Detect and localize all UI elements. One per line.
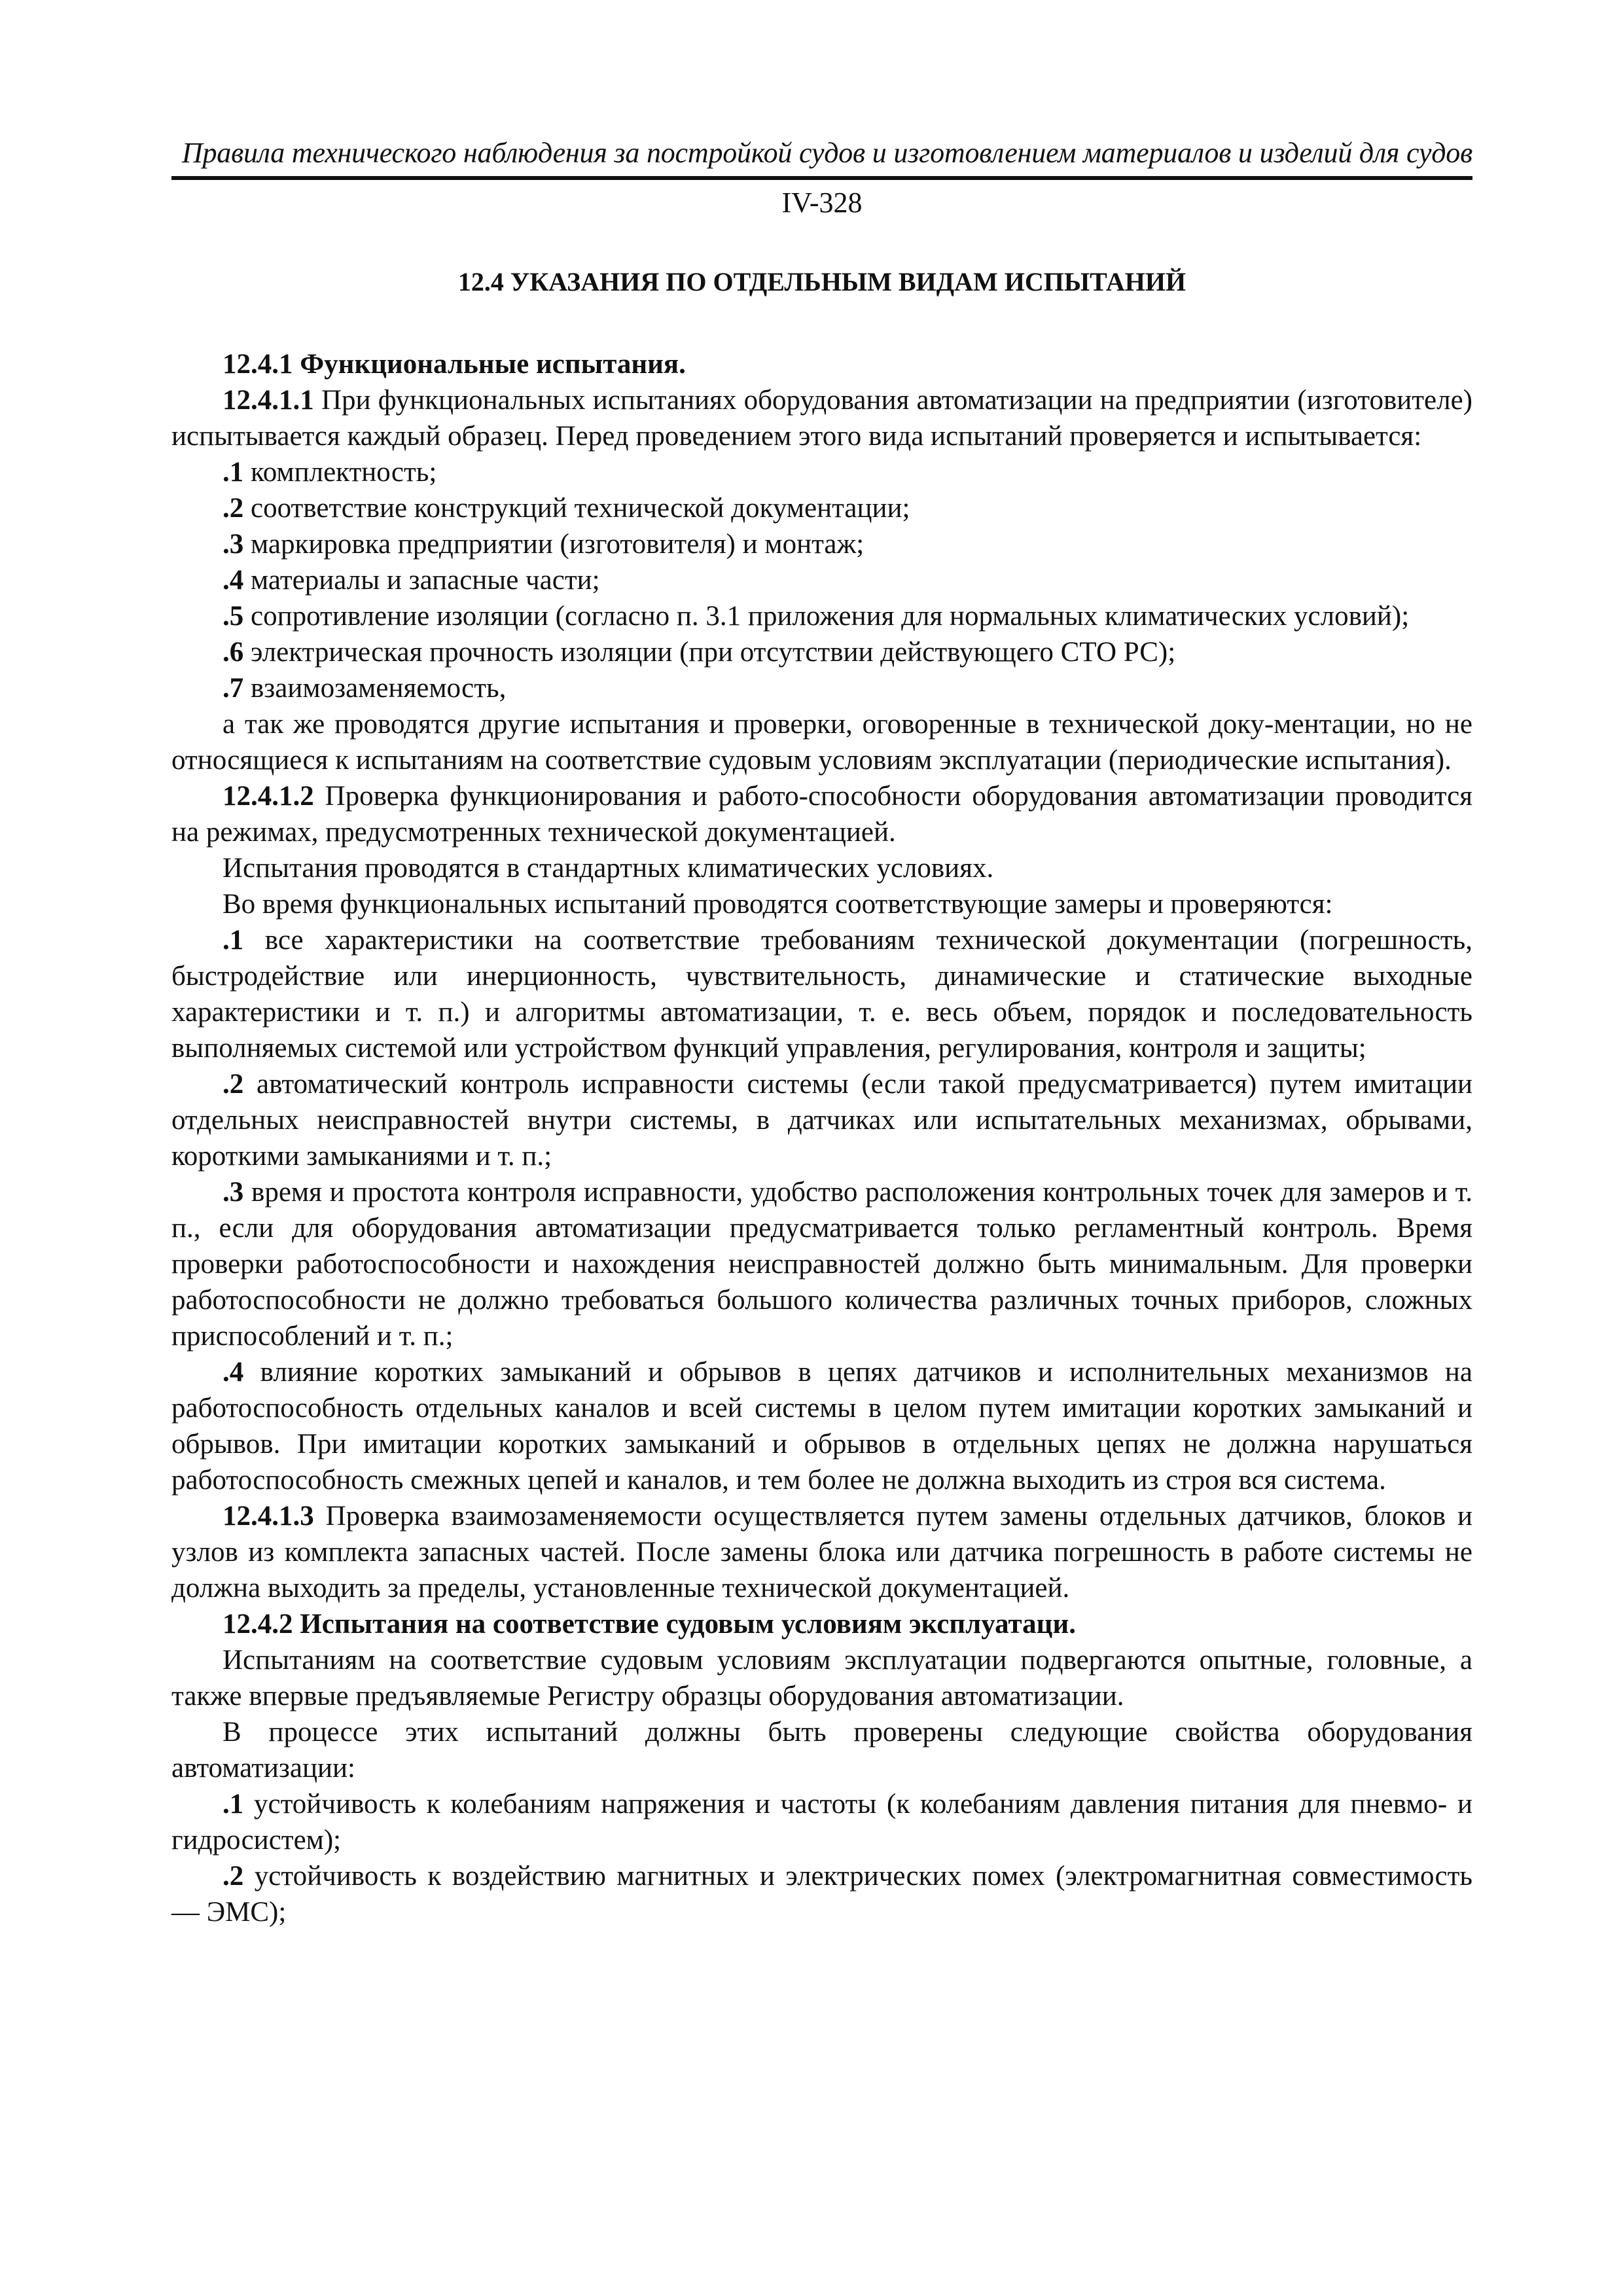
item-number: .4	[223, 1357, 244, 1388]
paragraph	[171, 346, 1472, 382]
paragraph-text: Во время функциональных испытаний проводятся соответствующие замеры и проверяются:	[223, 889, 1333, 920]
paragraph-text: Испытаниям на соответствие судовым условиям эксплуатации подвергаются опытные, головные, а также впервые предъявляемые Регистру образцы оборудования автоматизации.	[171, 1645, 1472, 1712]
body-text	[171, 346, 1472, 1930]
item-text: сопротивление изоляции (согласно п. 3.1 приложения для нормальных климатических условий);	[243, 601, 1410, 632]
item-number: .2	[223, 1069, 244, 1100]
item-text: устойчивость к колебаниям напряжения и частоты (к колебаниям давления питания для пневмо- и гидросистем);	[171, 1789, 1472, 1856]
item-number: .6	[223, 637, 244, 668]
item-text: автоматический контроль исправности системы (если такой предусматривается) путем имитации отдельных неисправностей внутри системы, в датчиках или испытательных механизмах, обрывами, короткими замыканиями и т. п.;	[171, 1069, 1472, 1172]
paragraph-number: 12.4.1.1	[223, 385, 314, 416]
paragraph-text: При функциональных испытаниях оборудования автоматизации на предприятии (изготовителе) испытывается каждый образец. Перед проведением этого вида испытаний проверяется и испытывается:	[171, 385, 1472, 452]
item-text: взаимозаменяемость,	[243, 673, 507, 704]
list-item	[171, 490, 1472, 526]
paragraph-number: 12.4.1.2	[223, 781, 314, 812]
list-item	[171, 922, 1472, 1066]
item-text: все характеристики на соответствие требованиям технической документации (погрешность, быстродействие или инерционность, чувствительность, динамические и статические выходные характеристики и т. п.) и алгоритмы автоматизации, т. е. весь объем, порядок и последовательность выполняемых системой или устройством функций управления, регулирования, контроля и защиты;	[171, 925, 1472, 1064]
item-text: влияние коротких замыканий и обрывов в цепях датчиков и исполнительных механизмов на работоспособность отдельных каналов и всей системы в целом путем имитации коротких замыканий и обрывов. При имитации коротких замыканий и обрывов в отдельных цепях не должна нарушаться работоспособность смежных цепей и каналов, и тем более не должна выходить из строя вся система.	[171, 1357, 1472, 1496]
list-item	[171, 1858, 1472, 1930]
item-number: .2	[223, 1861, 244, 1892]
list-item	[171, 598, 1472, 634]
item-number: .1	[223, 1789, 244, 1820]
item-text: электрическая прочность изоляции (при отсутствии действующего СТО РС);	[243, 637, 1176, 668]
paragraph-text: Проверка взаимозаменяемости осуществляется путем замены отдельных датчиков, блоков и узлов из комплекта запасных частей. После замены блока или датчика погрешность в работе системы не должна выходить за пределы, установленные технической документацией.	[171, 1501, 1472, 1604]
paragraph-text: Проверка функционирования и работо-способности оборудования автоматизации проводится на режимах, предусмотренных технической документацией.	[171, 781, 1472, 848]
item-text: соответствие конструкций технической документации;	[243, 493, 910, 524]
item-number: .5	[223, 601, 244, 632]
paragraph	[171, 1642, 1472, 1714]
list-item	[171, 526, 1472, 562]
list-item	[171, 634, 1472, 670]
paragraph-number: 12.4.2 Испытания на соответствие судовым условиям эксплуатаци.	[223, 1609, 1076, 1640]
item-text: маркировка предприятии (изготовителя) и монтаж;	[243, 529, 865, 560]
item-number: .7	[223, 673, 244, 704]
paragraph-text: Испытания проводятся в стандартных климатических условиях.	[223, 853, 994, 884]
paragraph-number: 12.4.1 Функциональные испытания.	[223, 349, 686, 380]
item-number: .1	[223, 457, 244, 488]
item-text: устойчивость к воздействию магнитных и электрических помех (электромагнитная совместимость — ЭМС);	[171, 1861, 1472, 1928]
item-text: время и простота контроля исправности, удобство расположения контрольных точек для замеров и т. п., если для оборудования автоматизации предусматривается только регламентный контроль. Время проверки работоспособности и нахождения неисправностей должно быть минимальным. Для проверки работоспособности не должно требоваться большого количества различных точных приборов, сложных приспособлений и т. п.;	[171, 1177, 1472, 1352]
list-item	[171, 1066, 1472, 1174]
section-title: 12.4 УКАЗАНИЯ ПО ОТДЕЛЬНЫМ ВИДАМ ИСПЫТАНИЙ	[457, 267, 1186, 296]
paragraph-text: В процессе этих испытаний должны быть проверены следующие свойства оборудования автоматизации:	[171, 1717, 1472, 1784]
item-number: .2	[223, 493, 244, 524]
list-item	[171, 670, 1472, 706]
paragraph	[171, 778, 1472, 850]
list-item	[171, 562, 1472, 598]
item-text: комплектность;	[243, 457, 437, 488]
item-number: .3	[223, 1177, 244, 1208]
paragraph	[171, 850, 1472, 886]
paragraph-text: а так же проводятся другие испытания и проверки, оговоренные в технической доку-ментации, но не относящиеся к испытаниям на соответствие судовым условиям эксплуатации (периодические испытания).	[171, 709, 1472, 776]
list-item	[171, 1354, 1472, 1498]
list-item	[171, 1786, 1472, 1858]
item-text: материалы и запасные части;	[243, 565, 600, 596]
paragraph-number: 12.4.1.3	[223, 1501, 314, 1532]
paragraph	[171, 1714, 1472, 1786]
running-header: Правила технического наблюдения за постройкой судов и изготовлением материалов и изделий для судов	[171, 134, 1472, 180]
paragraph	[171, 382, 1472, 454]
paragraph	[171, 1606, 1472, 1642]
item-number: .1	[223, 925, 244, 956]
page-number: IV-328	[781, 187, 863, 219]
paragraph	[171, 706, 1472, 778]
item-number: .4	[223, 565, 244, 596]
paragraph	[171, 886, 1472, 922]
list-item	[171, 1174, 1472, 1354]
item-number: .3	[223, 529, 244, 560]
paragraph	[171, 1498, 1472, 1606]
list-item	[171, 454, 1472, 490]
